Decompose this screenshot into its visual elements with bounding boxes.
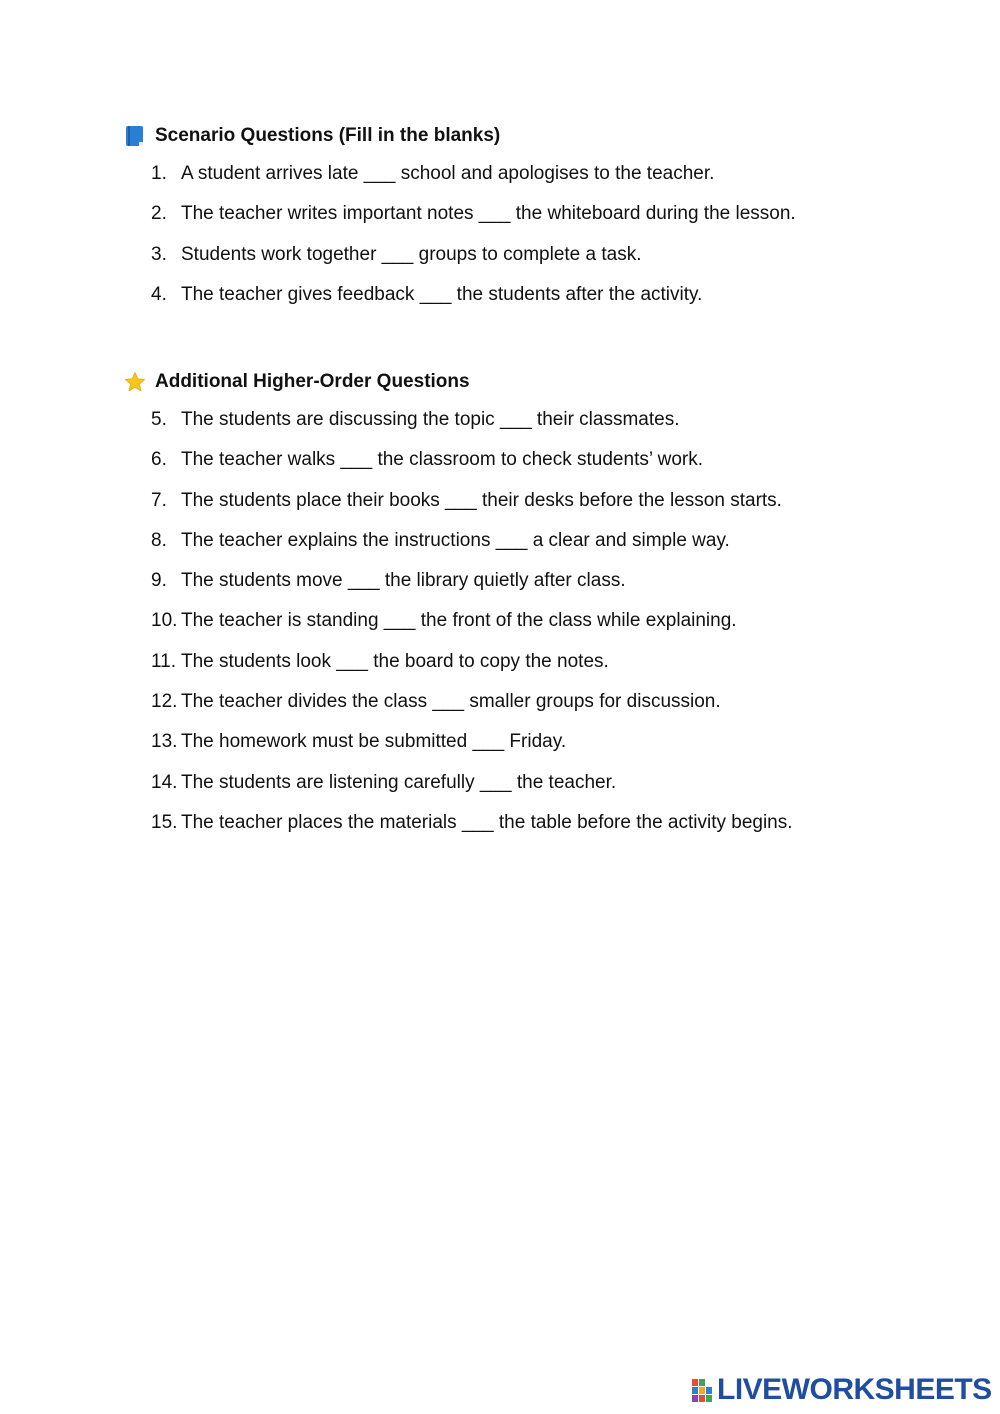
question-number-wrap [124,409,181,449]
question-item [124,490,944,530]
question-item [124,530,944,570]
question-number-wrap [124,244,181,284]
question-text: The students move ___ the library quietly after class. [181,570,626,592]
question-text: The teacher explains the instructions ___ a clear and simple way. [181,529,730,551]
question-text: The teacher writes important notes ___ the whiteboard during the lesson. [181,203,796,225]
section-title: Additional Higher-Order Questions [155,371,470,392]
question-item [124,570,944,610]
question-text: The homework must be submitted ___ Friday. [181,731,567,753]
question-list [124,163,944,324]
question-item [124,651,944,691]
question-item [124,812,944,852]
question-text: The students look ___ the board to copy the notes. [181,650,609,672]
question-item [124,203,944,243]
section-heading [124,122,944,150]
liveworksheets-logo[interactable] [692,1374,992,1406]
question-number: 12. [151,691,178,713]
section-title: Scenario Questions (Fill in the blanks) [155,125,501,146]
question-item [124,731,944,771]
question-number-wrap [124,610,181,650]
question-number-wrap [124,284,181,324]
blue-book-icon [124,125,146,147]
question-number: 3. [151,243,167,265]
question-item [124,610,944,650]
question-number-wrap [124,731,181,771]
question-text: A student arrives late ___ school and apologises to the teacher. [181,163,715,184]
question-item [124,284,944,324]
question-list [124,409,944,852]
logo-text: LIVEWORKSHEETS [717,1373,992,1406]
question-number-wrap [124,449,181,489]
question-text: The teacher places the materials ___ the table before the activity begins. [181,811,793,833]
liveworksheets-logo-icon [692,1377,714,1403]
question-number-wrap [124,490,181,530]
question-number: 5. [151,409,167,430]
star-icon [124,371,146,393]
question-number: 14. [151,771,178,793]
question-number-wrap [124,651,181,691]
question-number: 2. [151,203,167,225]
question-number: 7. [151,489,167,511]
question-item [124,772,944,812]
question-text: Students work together ___ groups to complete a task. [181,243,642,265]
question-number-wrap [124,772,181,812]
question-number: 11. [151,650,177,672]
question-number-wrap [124,530,181,570]
section-higher-order-questions [124,368,944,852]
question-number-wrap [124,203,181,243]
question-number-wrap [124,163,181,203]
question-text: The students place their books ___ their desks before the lesson starts. [181,489,782,511]
question-item [124,409,944,449]
question-number: 8. [151,529,167,551]
question-text: The teacher gives feedback ___ the students after the activity. [181,283,703,305]
question-text: The students are listening carefully ___ the teacher. [181,771,617,793]
question-number: 13. [151,731,178,753]
question-number: 15. [151,811,178,833]
question-item [124,244,944,284]
question-number-wrap [124,691,181,731]
question-number: 1. [151,163,167,184]
question-text: The teacher divides the class ___ smaller groups for discussion. [181,691,721,713]
section-scenario-questions [124,122,944,324]
question-number: 6. [151,449,167,471]
question-text: The teacher walks ___ the classroom to check students’ work. [181,449,704,471]
question-number-wrap [124,812,181,852]
question-number: 4. [151,283,167,305]
question-item [124,449,944,489]
question-number: 10. [151,610,178,632]
question-number: 9. [151,570,167,592]
question-item [124,691,944,731]
question-text: The teacher is standing ___ the front of the class while explaining. [181,610,737,632]
question-item [124,163,944,203]
section-heading [124,368,944,396]
question-number-wrap [124,570,181,610]
question-text: The students are discussing the topic ___ their classmates. [181,409,680,430]
